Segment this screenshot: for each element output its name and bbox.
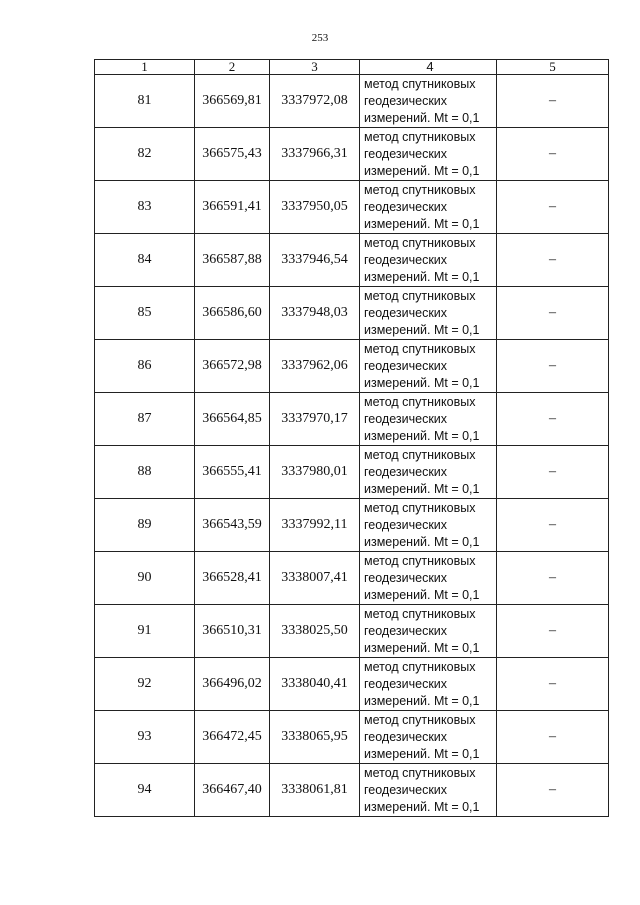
point-number-cell: 81 (95, 75, 195, 128)
table-row (95, 75, 609, 128)
y-coordinate-cell: 3338040,41 (270, 658, 360, 711)
table-row (95, 340, 609, 393)
note-cell: – (497, 287, 609, 340)
column-header-2: 2 (195, 60, 270, 75)
x-coordinate-cell: 366510,31 (195, 605, 270, 658)
y-coordinate-cell: 3337980,01 (270, 446, 360, 499)
y-coordinate-cell: 3337948,03 (270, 287, 360, 340)
column-header-1: 1 (95, 60, 195, 75)
note-cell: – (497, 605, 609, 658)
table-row (95, 499, 609, 552)
x-coordinate-cell: 366572,98 (195, 340, 270, 393)
note-cell: – (497, 552, 609, 605)
point-number-cell: 88 (95, 446, 195, 499)
column-header-3: 3 (270, 60, 360, 75)
point-number-cell: 87 (95, 393, 195, 446)
note-cell: – (497, 764, 609, 817)
table-row (95, 711, 609, 764)
point-number-cell: 93 (95, 711, 195, 764)
note-cell: – (497, 75, 609, 128)
column-header-5: 5 (497, 60, 609, 75)
x-coordinate-cell: 366555,41 (195, 446, 270, 499)
y-coordinate-cell: 3337950,05 (270, 181, 360, 234)
coordinates-table (94, 59, 609, 817)
method-cell: метод спутниковых геодезических измерений. Mt = 0,1 (360, 340, 497, 393)
y-coordinate-cell: 3338061,81 (270, 764, 360, 817)
point-number-cell: 92 (95, 658, 195, 711)
method-cell: метод спутниковых геодезических измерений. Mt = 0,1 (360, 128, 497, 181)
table-row (95, 658, 609, 711)
point-number-cell: 85 (95, 287, 195, 340)
table-header-row (95, 60, 609, 75)
method-cell: метод спутниковых геодезических измерений. Mt = 0,1 (360, 446, 497, 499)
method-cell: метод спутниковых геодезических измерений. Mt = 0,1 (360, 393, 497, 446)
y-coordinate-cell: 3337962,06 (270, 340, 360, 393)
y-coordinate-cell: 3337992,11 (270, 499, 360, 552)
x-coordinate-cell: 366575,43 (195, 128, 270, 181)
table-row (95, 234, 609, 287)
y-coordinate-cell: 3337966,31 (270, 128, 360, 181)
method-cell: метод спутниковых геодезических измерений. Mt = 0,1 (360, 287, 497, 340)
method-cell: метод спутниковых геодезических измерений. Mt = 0,1 (360, 764, 497, 817)
point-number-cell: 84 (95, 234, 195, 287)
x-coordinate-cell: 366591,41 (195, 181, 270, 234)
method-cell: метод спутниковых геодезических измерений. Mt = 0,1 (360, 658, 497, 711)
table-row (95, 287, 609, 340)
point-number-cell: 91 (95, 605, 195, 658)
y-coordinate-cell: 3338007,41 (270, 552, 360, 605)
table-row (95, 552, 609, 605)
y-coordinate-cell: 3338065,95 (270, 711, 360, 764)
y-coordinate-cell: 3338025,50 (270, 605, 360, 658)
note-cell: – (497, 340, 609, 393)
method-cell: метод спутниковых геодезических измерений. Mt = 0,1 (360, 75, 497, 128)
point-number-cell: 90 (95, 552, 195, 605)
x-coordinate-cell: 366586,60 (195, 287, 270, 340)
x-coordinate-cell: 366472,45 (195, 711, 270, 764)
x-coordinate-cell: 366587,88 (195, 234, 270, 287)
table-row (95, 605, 609, 658)
page-number: 253 (311, 32, 329, 44)
note-cell: – (497, 711, 609, 764)
method-cell: метод спутниковых геодезических измерений. Mt = 0,1 (360, 181, 497, 234)
x-coordinate-cell: 366467,40 (195, 764, 270, 817)
y-coordinate-cell: 3337946,54 (270, 234, 360, 287)
y-coordinate-cell: 3337970,17 (270, 393, 360, 446)
note-cell: – (497, 128, 609, 181)
table-row (95, 446, 609, 499)
note-cell: – (497, 499, 609, 552)
x-coordinate-cell: 366543,59 (195, 499, 270, 552)
point-number-cell: 89 (95, 499, 195, 552)
y-coordinate-cell: 3337972,08 (270, 75, 360, 128)
point-number-cell: 86 (95, 340, 195, 393)
x-coordinate-cell: 366496,02 (195, 658, 270, 711)
note-cell: – (497, 446, 609, 499)
column-header-4: 4 (360, 60, 497, 75)
point-number-cell: 82 (95, 128, 195, 181)
table-row (95, 764, 609, 817)
x-coordinate-cell: 366564,85 (195, 393, 270, 446)
point-number-cell: 83 (95, 181, 195, 234)
table-row (95, 181, 609, 234)
note-cell: – (497, 658, 609, 711)
note-cell: – (497, 234, 609, 287)
x-coordinate-cell: 366569,81 (195, 75, 270, 128)
table-row (95, 128, 609, 181)
note-cell: – (497, 181, 609, 234)
method-cell: метод спутниковых геодезических измерений. Mt = 0,1 (360, 499, 497, 552)
point-number-cell: 94 (95, 764, 195, 817)
table-row (95, 393, 609, 446)
x-coordinate-cell: 366528,41 (195, 552, 270, 605)
method-cell: метод спутниковых геодезических измерений. Mt = 0,1 (360, 552, 497, 605)
note-cell: – (497, 393, 609, 446)
method-cell: метод спутниковых геодезических измерений. Mt = 0,1 (360, 711, 497, 764)
method-cell: метод спутниковых геодезических измерений. Mt = 0,1 (360, 234, 497, 287)
method-cell: метод спутниковых геодезических измерений. Mt = 0,1 (360, 605, 497, 658)
